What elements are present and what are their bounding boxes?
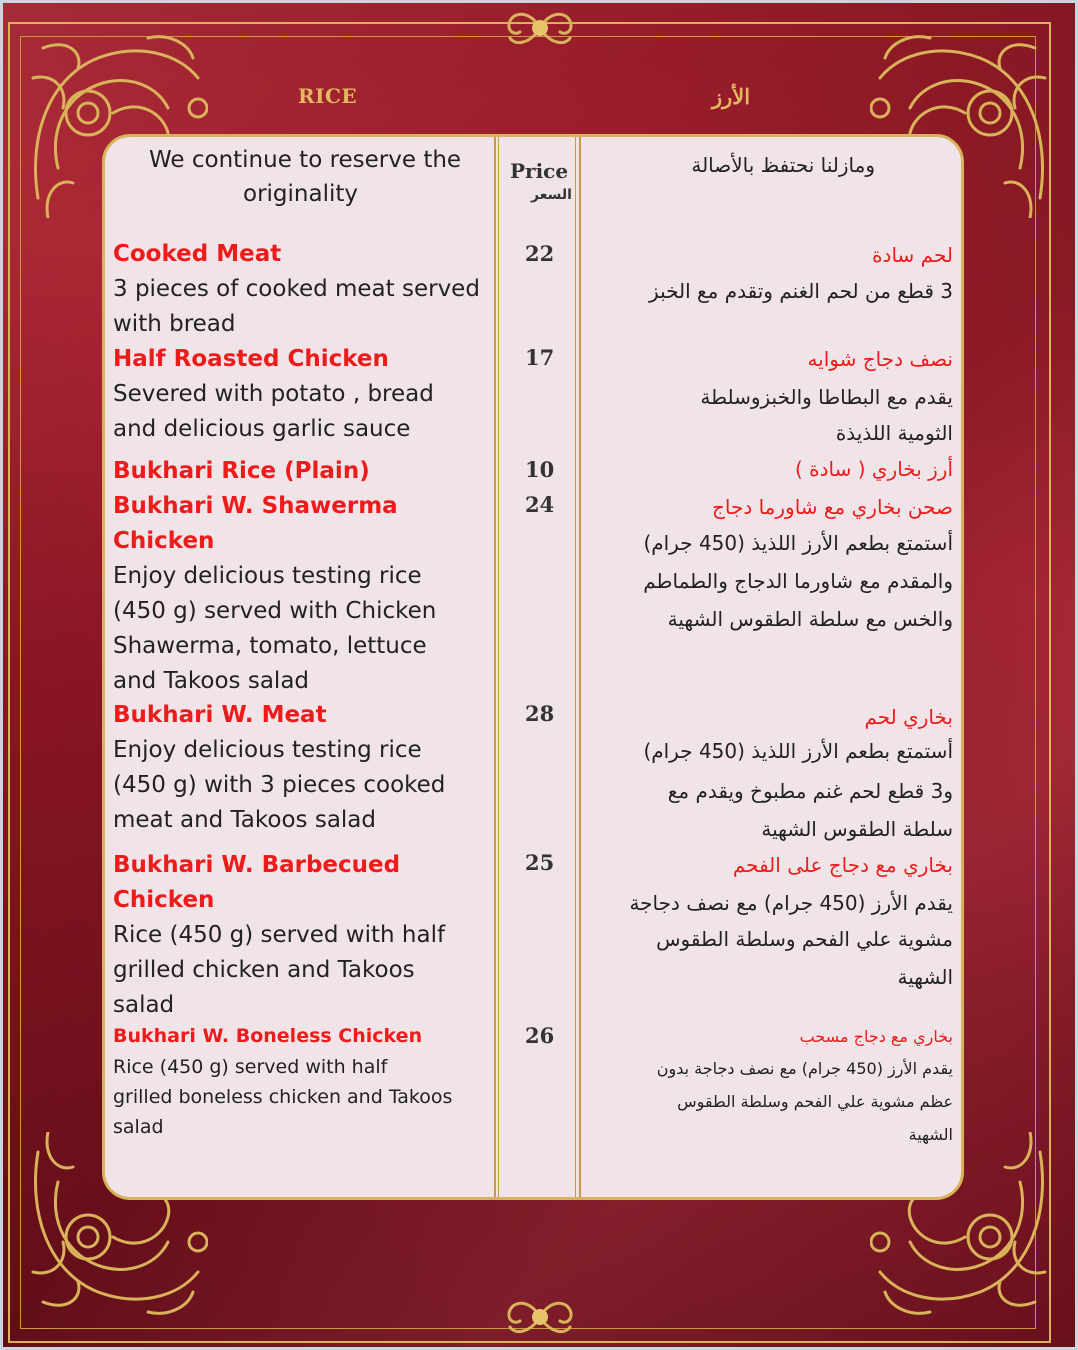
item-price: 24: [525, 492, 555, 517]
item-description: Rice (450 g) served with half: [113, 922, 446, 948]
item-name-arabic: أرز بخاري ( سادة ): [794, 457, 953, 481]
item-description-arabic: يقدم الأرز (450 جرام) مع نصف دجاجة: [629, 891, 953, 915]
bottom-center-flourish-icon: [500, 1295, 580, 1339]
item-description-arabic: سلطة الطقوس الشهية: [761, 817, 953, 841]
item-description: Severed with potato , bread: [113, 381, 434, 407]
title-arabic: الأرز: [712, 84, 751, 109]
item-description-arabic: الثومية اللذيذة: [835, 421, 953, 445]
item-name-arabic: صحن بخاري مع شاورما دجاج: [711, 495, 953, 519]
item-description: Rice (450 g) served with half: [113, 1056, 388, 1078]
top-center-flourish-icon: [500, 6, 580, 50]
item-description-arabic: والمقدم مع شاورما الدجاج والطماطم: [643, 569, 953, 593]
item-description: Shawerma, tomato, lettuce: [113, 633, 427, 659]
price-header: Price: [510, 159, 569, 183]
item-description-arabic: الشهية: [908, 1125, 953, 1144]
item-description: (450 g) served with Chicken: [113, 598, 437, 624]
column-divider: [579, 137, 581, 1197]
item-price: 17: [525, 345, 555, 370]
menu-panel: [102, 134, 964, 1200]
item-description-arabic: الشهية: [897, 965, 953, 989]
item-name: Bukhari W. Boneless Chicken: [113, 1025, 423, 1047]
intro-english-line: We continue to reserve the: [149, 147, 462, 173]
item-name: Chicken: [113, 887, 215, 913]
item-name-arabic: بخاري مع دجاج على الفحم: [732, 853, 953, 877]
item-name: Cooked Meat: [113, 241, 282, 267]
item-description-arabic: و3 قطع لحم غنم مطبوخ ويقدم مع: [667, 779, 953, 803]
intro-english-line: originality: [243, 181, 358, 207]
item-description: salad: [113, 992, 175, 1018]
item-price: 28: [525, 701, 555, 726]
item-description: salad: [113, 1116, 164, 1138]
item-name-arabic: بخاري مع دجاج مسحب: [799, 1027, 953, 1046]
item-name: Bukhari W. Shawerma: [113, 493, 398, 519]
item-name: Chicken: [113, 528, 215, 554]
item-description: with bread: [113, 311, 236, 337]
column-divider: [494, 137, 496, 1197]
item-description: Enjoy delicious testing rice: [113, 563, 422, 589]
intro-arabic: ومازلنا نحتفظ بالأصالة: [691, 153, 875, 177]
price-header-arabic: السعر: [531, 187, 572, 203]
item-description-arabic: أستمتع بطعم الأرز اللذيذ (450 جرام): [643, 531, 953, 555]
item-name-arabic: نصف دجاج شوايه: [807, 347, 953, 371]
item-description: grilled chicken and Takoos: [113, 957, 415, 983]
item-description-arabic: يقدم الأرز (450 جرام) مع نصف دجاجة بدون: [656, 1059, 953, 1078]
item-description: and Takoos salad: [113, 668, 310, 694]
item-description-arabic: عظم مشوية علي الفحم وسلطة الطقوس: [677, 1092, 953, 1111]
item-description-arabic: والخس مع سلطة الطقوس الشهية: [667, 607, 953, 631]
item-description: (450 g) with 3 pieces cooked: [113, 772, 446, 798]
item-description: and delicious garlic sauce: [113, 416, 411, 442]
item-name-arabic: لحم سادة: [872, 243, 953, 267]
column-divider: [498, 137, 499, 1197]
item-price: 10: [525, 457, 555, 482]
item-name: Half Roasted Chicken: [113, 346, 389, 372]
item-description: grilled boneless chicken and Takoos: [113, 1086, 453, 1108]
item-price: 25: [525, 850, 555, 875]
item-description-arabic: مشوية علي الفحم وسلطة الطقوس: [656, 927, 953, 951]
item-description-arabic: يقدم مع البطاطا والخبزوسلطة: [700, 385, 953, 409]
item-description: 3 pieces of cooked meat served: [113, 276, 480, 302]
item-price: 26: [525, 1023, 555, 1048]
column-divider: [575, 137, 576, 1197]
item-description-arabic: أستمتع بطعم الأرز اللذيذ (450 جرام): [643, 739, 953, 763]
item-name: Bukhari Rice (Plain): [113, 458, 370, 484]
item-name: Bukhari W. Meat: [113, 702, 327, 728]
item-description: meat and Takoos salad: [113, 807, 376, 833]
title-english: RICE: [298, 84, 358, 108]
item-description-arabic: 3 قطع من لحم الغنم وتقدم مع الخبز: [649, 279, 953, 303]
item-price: 22: [525, 241, 555, 266]
item-name: Bukhari W. Barbecued: [113, 852, 401, 878]
item-description: Enjoy delicious testing rice: [113, 737, 422, 763]
item-name-arabic: بخاري لحم: [864, 705, 953, 729]
